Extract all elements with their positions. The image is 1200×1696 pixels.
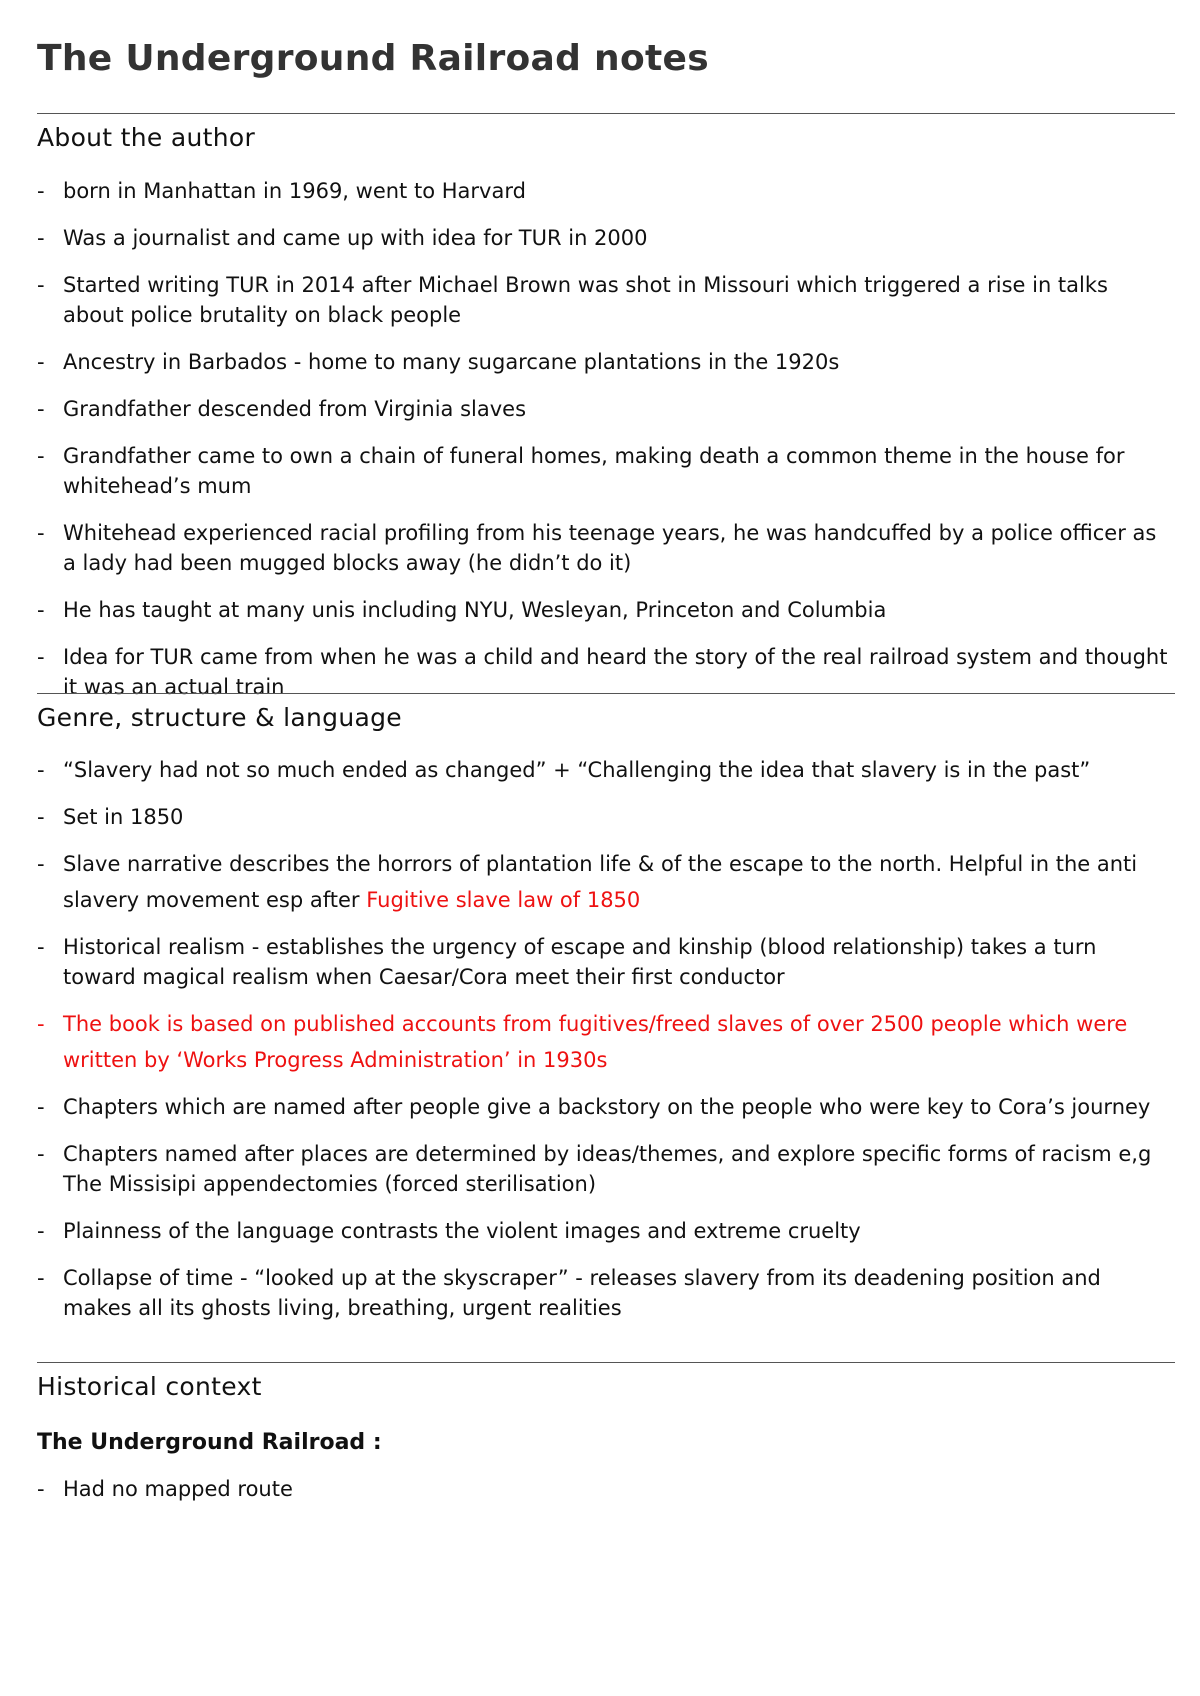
list-item: - Ancestry in Barbados - home to many sugarcane plantations in the 1920s <box>37 347 1175 377</box>
subheading-underground-railroad: The Underground Railroad : <box>37 1430 382 1455</box>
historical-context-list <box>37 1474 1175 1504</box>
section-divider <box>37 113 1175 114</box>
bullet-dash-icon: - <box>37 397 45 421</box>
bullet-dash-icon: - <box>37 805 45 829</box>
list-item: - He has taught at many unis including NYU, Wesleyan, Princeton and Columbia <box>37 595 1175 625</box>
list-item: - Chapters named after places are determined by ideas/themes, and explore specific forms of racism e,g The Missisipi appendectomies (forced sterilisation) <box>37 1139 1175 1199</box>
section-divider <box>37 1362 1175 1363</box>
list-item: - Had no mapped route <box>37 1474 1175 1504</box>
list-item: - Started writing TUR in 2014 after Michael Brown was shot in Missouri which triggered a rise in talks about police brutality on black people <box>37 270 1175 330</box>
list-item: - Was a journalist and came up with idea for TUR in 2000 <box>37 223 1175 253</box>
list-item: - Collapse of time - “looked up at the skyscraper” - releases slavery from its deadening position and makes all its ghosts living, breathing, urgent realities <box>37 1263 1175 1323</box>
list-item: - Grandfather came to own a chain of funeral homes, making death a common theme in the house for whitehead’s mum <box>37 441 1175 501</box>
section-heading-historical-context: Historical context <box>37 1372 262 1401</box>
bullet-dash-icon: - <box>37 852 45 876</box>
list-item: - “Slavery had not so much ended as changed” + “Challenging the idea that slavery is in the past” <box>37 755 1175 785</box>
bullet-dash-icon: - <box>37 758 45 782</box>
bullet-dash-icon: - <box>37 598 45 622</box>
list-item: - Slave narrative describes the horrors of plantation life & of the escape to the north. Helpful in the anti slavery movement esp after Fugitive slave law of 1850 <box>37 846 1175 918</box>
list-item: - Historical realism - establishes the urgency of escape and kinship (blood relationship) takes a turn toward magical realism when Caesar/Cora meet their first conductor <box>37 932 1175 992</box>
bullet-dash-icon: - <box>37 179 45 203</box>
highlighted-text: Fugitive slave law of 1850 <box>366 888 641 912</box>
section-heading-genre-structure-language: Genre, structure & language <box>37 703 402 732</box>
list-item: - Chapters which are named after people give a backstory on the people who were key to Cora’s journey <box>37 1092 1175 1122</box>
list-item: - Whitehead experienced racial profiling from his teenage years, he was handcuffed by a police officer as a lady had been mugged blocks away (he didn’t do it) <box>37 518 1175 578</box>
list-item: - Idea for TUR came from when he was a child and heard the story of the real railroad system and thought it was an actual train <box>37 642 1175 702</box>
section-heading-about-author: About the author <box>37 123 256 152</box>
bullet-dash-icon: - <box>37 1142 45 1166</box>
list-item: - Plainness of the language contrasts the violent images and extreme cruelty <box>37 1216 1175 1246</box>
bullet-dash-icon: - <box>37 1266 45 1290</box>
bullet-dash-icon: - <box>37 521 45 545</box>
list-item: - born in Manhattan in 1969, went to Harvard <box>37 176 1175 206</box>
about-author-list <box>37 176 1175 702</box>
bullet-dash-icon: - <box>37 226 45 250</box>
bullet-dash-icon: - <box>37 1012 45 1036</box>
bullet-dash-icon: - <box>37 1219 45 1243</box>
list-item: - Grandfather descended from Virginia slaves <box>37 394 1175 424</box>
bullet-dash-icon: - <box>37 645 45 669</box>
bullet-dash-icon: - <box>37 935 45 959</box>
genre-structure-list <box>37 755 1175 1323</box>
document-title: The Underground Railroad notes <box>37 38 709 79</box>
bullet-dash-icon: - <box>37 273 45 297</box>
section-divider <box>37 693 1175 694</box>
bullet-dash-icon: - <box>37 1095 45 1119</box>
bullet-dash-icon: - <box>37 1477 45 1501</box>
bullet-dash-icon: - <box>37 350 45 374</box>
list-item: - Set in 1850 <box>37 802 1175 832</box>
list-item-highlighted: - The book is based on published accounts from fugitives/freed slaves of over 2500 people which were written by ‘Works Progress Administration’ in 1930s <box>37 1006 1175 1078</box>
bullet-dash-icon: - <box>37 444 45 468</box>
